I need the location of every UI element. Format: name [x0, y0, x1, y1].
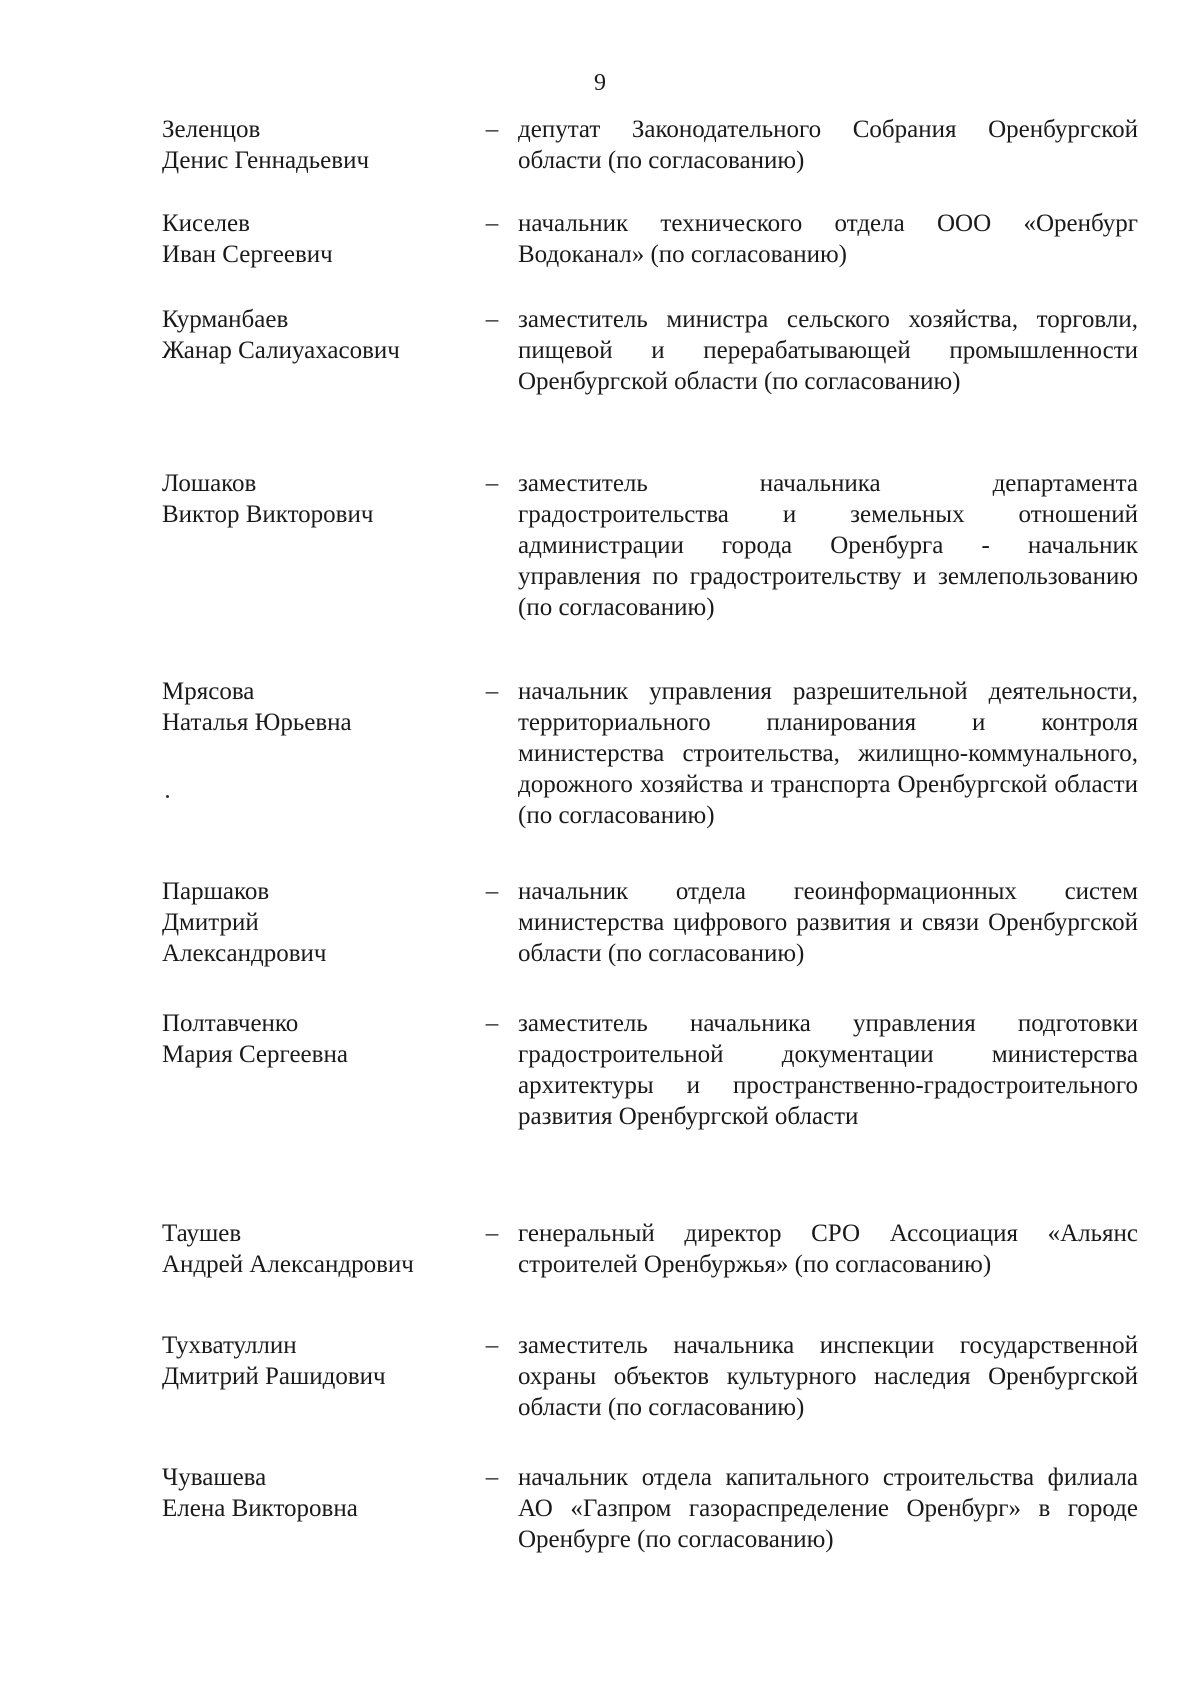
member-surname: Таушев — [162, 1220, 242, 1247]
stray-mark — [166, 795, 169, 798]
separator-dash: – — [485, 1332, 499, 1359]
member-given-names: Виктор Викторович — [162, 501, 374, 528]
member-role: начальник отдела капитального строительства филиала АО «Газпром газораспределение Оренбург» в городе Оренбурге (по согласованию) — [518, 1464, 1138, 1553]
member-surname: Полтавченко — [162, 1010, 299, 1037]
member-surname: Тухватуллин — [162, 1332, 297, 1359]
member-given-names: Мария Сергеевна — [162, 1041, 348, 1068]
member-role: заместитель министра сельского хозяйства, торговли, пищевой и перерабатывающей промышленности Оренбургской области (по согласованию) — [518, 306, 1138, 395]
member-role: заместитель начальника управления подготовки градостроительной документации министерства архитектуры и пространственно-градостроительного развития Оренбургской области — [518, 1010, 1138, 1130]
member-name — [162, 208, 462, 270]
separator-dash: – — [485, 878, 499, 905]
page-number: 9 — [594, 70, 606, 96]
member-surname: Паршаков — [162, 878, 270, 905]
member-name — [162, 1008, 462, 1070]
member-given-names: Елена Викторовна — [162, 1495, 358, 1522]
separator-dash: – — [485, 306, 499, 333]
separator-dash: – — [485, 116, 499, 143]
member-name — [162, 468, 462, 530]
member-given-names: Андрей Александрович — [162, 1251, 414, 1278]
separator-dash: – — [485, 210, 499, 237]
separator-dash: – — [485, 1220, 499, 1247]
member-role: депутат Законодательного Собрания Оренбургской области (по согласованию) — [518, 116, 1138, 174]
member-role: генеральный директор СРО Ассоциация «Альянс строителей Оренбуржья» (по согласованию) — [518, 1220, 1138, 1278]
member-role: начальник управления разрешительной деятельности, территориального планирования и контроля министерства строительства, жилищно-коммунального, дорожного хозяйства и транспорта Оренбургской области (по согласованию) — [518, 678, 1138, 829]
separator-dash: – — [485, 678, 499, 705]
member-given-names: Наталья Юрьевна — [162, 709, 352, 736]
member-surname: Чувашева — [162, 1464, 267, 1491]
member-given-names: Дмитрий Рашидович — [162, 1363, 386, 1390]
member-given-names: Денис Геннадьевич — [162, 147, 370, 174]
member-surname: Курманбаев — [162, 306, 289, 333]
member-name — [162, 1218, 462, 1280]
member-given-names: Жанар Салиуахасович — [162, 337, 400, 364]
member-name — [162, 1462, 462, 1524]
member-role: начальник отдела геоинформационных систем министерства цифрового развития и связи Оренбургской области (по согласованию) — [518, 878, 1138, 967]
member-role: заместитель начальника инспекции государственной охраны объектов культурного наследия Оренбургской области (по согласованию) — [518, 1332, 1138, 1421]
member-name — [162, 304, 462, 366]
member-given-names: Иван Сергеевич — [162, 241, 333, 268]
member-name — [162, 1330, 462, 1392]
separator-dash: – — [485, 1464, 499, 1491]
member-surname: Зеленцов — [162, 116, 261, 143]
member-name — [162, 114, 462, 176]
member-name — [162, 676, 462, 738]
member-patronymic: Александрович — [162, 940, 327, 967]
member-surname: Мрясова — [162, 678, 255, 705]
member-surname: Лошаков — [162, 470, 257, 497]
member-role: заместитель начальника департамента градостроительства и земельных отношений администрации города Оренбурга - начальник управления по градостроительству и землепользованию (по согласованию) — [518, 470, 1138, 621]
member-name — [162, 876, 462, 969]
separator-dash: – — [485, 1010, 499, 1037]
member-surname: Киселев — [162, 210, 250, 237]
member-role: начальник технического отдела ООО «Оренбург Водоканал» (по согласованию) — [518, 210, 1138, 268]
separator-dash: – — [485, 470, 499, 497]
member-given-names: Дмитрий — [162, 909, 259, 936]
